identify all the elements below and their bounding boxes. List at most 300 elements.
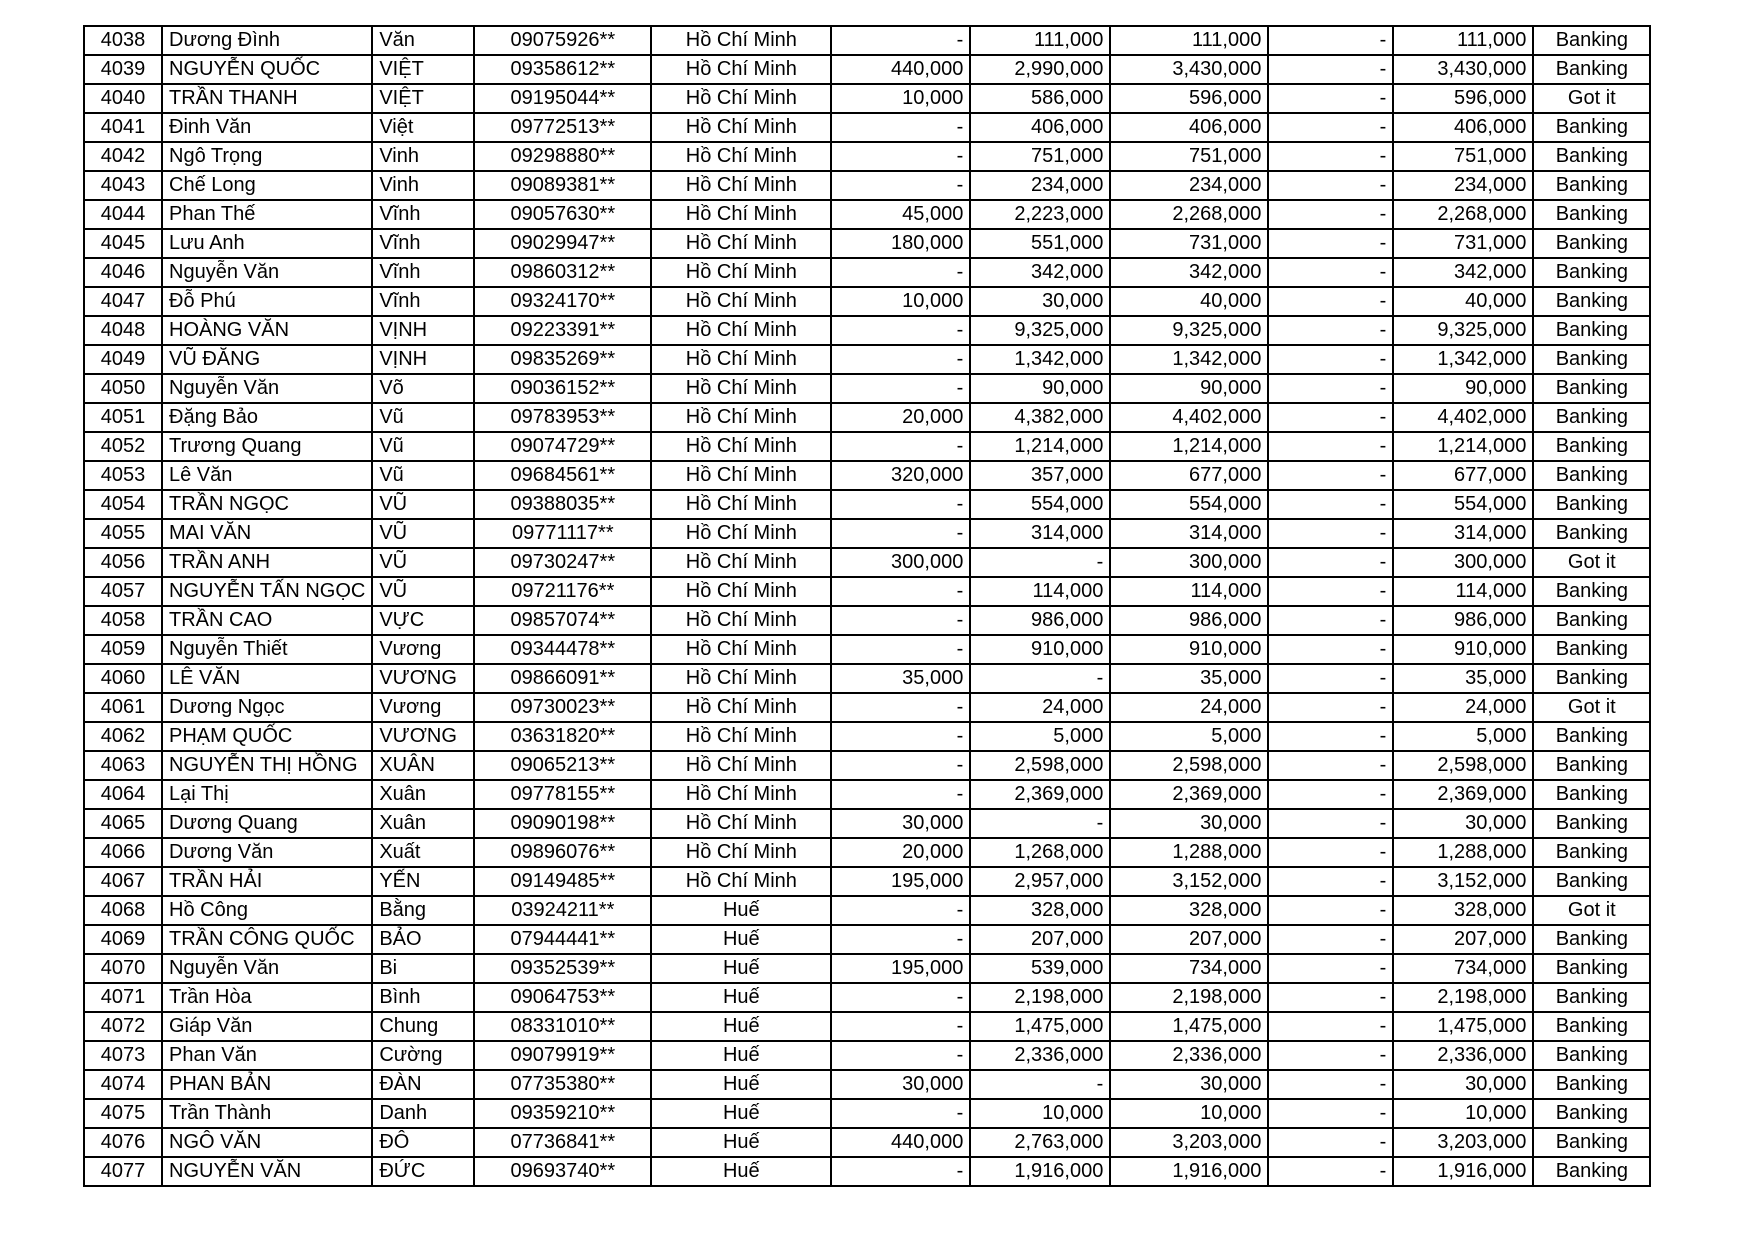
cell-first-name: VŨ xyxy=(372,490,474,519)
cell-status: Banking xyxy=(1533,1041,1650,1070)
cell-dash: - xyxy=(1268,577,1393,606)
cell-amount-2: 114,000 xyxy=(970,577,1110,606)
cell-phone: 09388035** xyxy=(474,490,651,519)
cell-city: Hồ Chí Minh xyxy=(651,490,831,519)
cell-amount-2: 328,000 xyxy=(970,896,1110,925)
cell-amount-1: 300,000 xyxy=(831,548,970,577)
cell-status: Banking xyxy=(1533,925,1650,954)
cell-city: Hồ Chí Minh xyxy=(651,606,831,635)
cell-amount-final: 731,000 xyxy=(1393,229,1533,258)
cell-first-name: VỊNH xyxy=(372,316,474,345)
cell-dash: - xyxy=(1268,664,1393,693)
cell-amount-final: 3,152,000 xyxy=(1393,867,1533,896)
cell-dash: - xyxy=(1268,519,1393,548)
cell-amount-2: 2,198,000 xyxy=(970,983,1110,1012)
cell-phone: 09352539** xyxy=(474,954,651,983)
cell-dash: - xyxy=(1268,606,1393,635)
cell-first-name: BẢO xyxy=(372,925,474,954)
cell-status: Banking xyxy=(1533,577,1650,606)
cell-id: 4038 xyxy=(84,26,162,55)
cell-id: 4053 xyxy=(84,461,162,490)
cell-amount-1: 20,000 xyxy=(831,403,970,432)
cell-id: 4060 xyxy=(84,664,162,693)
cell-amount-total: 554,000 xyxy=(1110,490,1268,519)
cell-amount-1: 195,000 xyxy=(831,954,970,983)
cell-amount-1: - xyxy=(831,1099,970,1128)
cell-status: Banking xyxy=(1533,867,1650,896)
cell-city: Huế xyxy=(651,983,831,1012)
cell-amount-final: 207,000 xyxy=(1393,925,1533,954)
cell-amount-final: 2,598,000 xyxy=(1393,751,1533,780)
cell-first-name: Xuân xyxy=(372,780,474,809)
cell-last-name: VŨ ĐĂNG xyxy=(162,345,372,374)
cell-status: Banking xyxy=(1533,345,1650,374)
cell-city: Hồ Chí Minh xyxy=(651,577,831,606)
cell-amount-1: 440,000 xyxy=(831,1128,970,1157)
cell-first-name: VŨ xyxy=(372,519,474,548)
cell-phone: 09771117** xyxy=(474,519,651,548)
cell-amount-total: 1,288,000 xyxy=(1110,838,1268,867)
table-row xyxy=(84,345,1650,374)
cell-last-name: NGUYỄN VĂN xyxy=(162,1157,372,1186)
cell-first-name: Văn xyxy=(372,26,474,55)
cell-amount-final: 1,475,000 xyxy=(1393,1012,1533,1041)
cell-first-name: Vũ xyxy=(372,432,474,461)
table-row xyxy=(84,896,1650,925)
cell-id: 4050 xyxy=(84,374,162,403)
payment-table xyxy=(83,25,1651,1187)
cell-amount-2: 234,000 xyxy=(970,171,1110,200)
cell-amount-final: 1,214,000 xyxy=(1393,432,1533,461)
cell-last-name: Chế Long xyxy=(162,171,372,200)
cell-amount-final: 910,000 xyxy=(1393,635,1533,664)
cell-last-name: Dương Văn xyxy=(162,838,372,867)
cell-last-name: PHAN BẢN xyxy=(162,1070,372,1099)
cell-dash: - xyxy=(1268,1070,1393,1099)
cell-phone: 07736841** xyxy=(474,1128,651,1157)
cell-amount-final: 24,000 xyxy=(1393,693,1533,722)
cell-city: Huế xyxy=(651,954,831,983)
table-row xyxy=(84,983,1650,1012)
cell-amount-final: 40,000 xyxy=(1393,287,1533,316)
cell-phone: 09896076** xyxy=(474,838,651,867)
cell-id: 4066 xyxy=(84,838,162,867)
cell-status: Banking xyxy=(1533,664,1650,693)
cell-amount-total: 40,000 xyxy=(1110,287,1268,316)
cell-amount-1: - xyxy=(831,780,970,809)
cell-city: Hồ Chí Minh xyxy=(651,838,831,867)
cell-amount-total: 4,402,000 xyxy=(1110,403,1268,432)
cell-amount-2: 2,957,000 xyxy=(970,867,1110,896)
table-row xyxy=(84,1041,1650,1070)
cell-amount-2: 554,000 xyxy=(970,490,1110,519)
cell-amount-1: - xyxy=(831,519,970,548)
cell-first-name: Võ xyxy=(372,374,474,403)
cell-city: Hồ Chí Minh xyxy=(651,780,831,809)
cell-last-name: NGUYỄN THỊ HỒNG xyxy=(162,751,372,780)
cell-phone: 09064753** xyxy=(474,983,651,1012)
cell-amount-total: 10,000 xyxy=(1110,1099,1268,1128)
table-row xyxy=(84,838,1650,867)
cell-amount-2: 342,000 xyxy=(970,258,1110,287)
cell-city: Hồ Chí Minh xyxy=(651,751,831,780)
cell-city: Hồ Chí Minh xyxy=(651,548,831,577)
cell-amount-1: - xyxy=(831,258,970,287)
cell-status: Banking xyxy=(1533,258,1650,287)
cell-amount-total: 2,198,000 xyxy=(1110,983,1268,1012)
cell-phone: 07735380** xyxy=(474,1070,651,1099)
cell-last-name: Đinh Văn xyxy=(162,113,372,142)
cell-amount-total: 2,336,000 xyxy=(1110,1041,1268,1070)
cell-amount-2: 551,000 xyxy=(970,229,1110,258)
cell-city: Hồ Chí Minh xyxy=(651,374,831,403)
table-row xyxy=(84,867,1650,896)
cell-dash: - xyxy=(1268,925,1393,954)
table-row xyxy=(84,432,1650,461)
table-row xyxy=(84,374,1650,403)
cell-city: Hồ Chí Minh xyxy=(651,345,831,374)
cell-amount-final: 111,000 xyxy=(1393,26,1533,55)
cell-amount-final: 986,000 xyxy=(1393,606,1533,635)
cell-id: 4067 xyxy=(84,867,162,896)
cell-city: Hồ Chí Minh xyxy=(651,84,831,113)
cell-phone: 09835269** xyxy=(474,345,651,374)
cell-amount-2: 24,000 xyxy=(970,693,1110,722)
cell-id: 4051 xyxy=(84,403,162,432)
cell-first-name: Bình xyxy=(372,983,474,1012)
table-row xyxy=(84,229,1650,258)
cell-phone: 09772513** xyxy=(474,113,651,142)
cell-id: 4058 xyxy=(84,606,162,635)
cell-status: Banking xyxy=(1533,809,1650,838)
cell-status: Banking xyxy=(1533,55,1650,84)
cell-status: Banking xyxy=(1533,26,1650,55)
table-row xyxy=(84,519,1650,548)
table-row xyxy=(84,780,1650,809)
cell-city: Hồ Chí Minh xyxy=(651,171,831,200)
cell-amount-final: 35,000 xyxy=(1393,664,1533,693)
cell-phone: 08331010** xyxy=(474,1012,651,1041)
cell-city: Hồ Chí Minh xyxy=(651,258,831,287)
cell-amount-2: - xyxy=(970,664,1110,693)
cell-amount-2: 2,336,000 xyxy=(970,1041,1110,1070)
cell-status: Banking xyxy=(1533,722,1650,751)
cell-amount-2: 539,000 xyxy=(970,954,1110,983)
cell-first-name: VỰC xyxy=(372,606,474,635)
cell-id: 4069 xyxy=(84,925,162,954)
cell-amount-final: 114,000 xyxy=(1393,577,1533,606)
cell-city: Huế xyxy=(651,1070,831,1099)
cell-amount-1: 10,000 xyxy=(831,84,970,113)
cell-amount-final: 234,000 xyxy=(1393,171,1533,200)
cell-dash: - xyxy=(1268,345,1393,374)
cell-amount-final: 30,000 xyxy=(1393,1070,1533,1099)
cell-amount-1: - xyxy=(831,142,970,171)
cell-dash: - xyxy=(1268,635,1393,664)
cell-dash: - xyxy=(1268,896,1393,925)
cell-phone: 09860312** xyxy=(474,258,651,287)
cell-phone: 09684561** xyxy=(474,461,651,490)
cell-amount-2: 586,000 xyxy=(970,84,1110,113)
cell-first-name: XUÂN xyxy=(372,751,474,780)
table-row xyxy=(84,1157,1650,1186)
table-row xyxy=(84,200,1650,229)
cell-phone: 07944441** xyxy=(474,925,651,954)
cell-amount-total: 1,342,000 xyxy=(1110,345,1268,374)
cell-amount-1: - xyxy=(831,1157,970,1186)
cell-dash: - xyxy=(1268,780,1393,809)
cell-id: 4063 xyxy=(84,751,162,780)
cell-first-name: Việt xyxy=(372,113,474,142)
cell-phone: 09778155** xyxy=(474,780,651,809)
cell-amount-total: 3,430,000 xyxy=(1110,55,1268,84)
cell-phone: 09029947** xyxy=(474,229,651,258)
cell-dash: - xyxy=(1268,1012,1393,1041)
cell-id: 4042 xyxy=(84,142,162,171)
cell-amount-2: 314,000 xyxy=(970,519,1110,548)
cell-dash: - xyxy=(1268,1128,1393,1157)
cell-dash: - xyxy=(1268,548,1393,577)
table-row xyxy=(84,461,1650,490)
cell-status: Banking xyxy=(1533,1070,1650,1099)
cell-id: 4044 xyxy=(84,200,162,229)
cell-amount-total: 677,000 xyxy=(1110,461,1268,490)
cell-phone: 09057630** xyxy=(474,200,651,229)
cell-first-name: VŨ xyxy=(372,577,474,606)
cell-city: Huế xyxy=(651,925,831,954)
cell-amount-2: 2,369,000 xyxy=(970,780,1110,809)
cell-amount-1: - xyxy=(831,722,970,751)
cell-phone: 09721176** xyxy=(474,577,651,606)
cell-amount-total: 35,000 xyxy=(1110,664,1268,693)
cell-amount-final: 4,402,000 xyxy=(1393,403,1533,432)
cell-last-name: Trần Thành xyxy=(162,1099,372,1128)
cell-amount-1: 35,000 xyxy=(831,664,970,693)
cell-amount-total: 3,203,000 xyxy=(1110,1128,1268,1157)
table-row xyxy=(84,55,1650,84)
cell-amount-1: - xyxy=(831,577,970,606)
table-row xyxy=(84,635,1650,664)
cell-city: Hồ Chí Minh xyxy=(651,693,831,722)
cell-last-name: TRẦN HẢI xyxy=(162,867,372,896)
table-row xyxy=(84,577,1650,606)
cell-amount-2: 751,000 xyxy=(970,142,1110,171)
cell-amount-2: 406,000 xyxy=(970,113,1110,142)
cell-dash: - xyxy=(1268,432,1393,461)
cell-phone: 09783953** xyxy=(474,403,651,432)
cell-amount-2: 1,268,000 xyxy=(970,838,1110,867)
cell-id: 4077 xyxy=(84,1157,162,1186)
cell-last-name: Dương Ngọc xyxy=(162,693,372,722)
cell-id: 4039 xyxy=(84,55,162,84)
cell-dash: - xyxy=(1268,55,1393,84)
cell-first-name: VŨ xyxy=(372,548,474,577)
cell-amount-2: 30,000 xyxy=(970,287,1110,316)
cell-id: 4064 xyxy=(84,780,162,809)
cell-first-name: YẾN xyxy=(372,867,474,896)
cell-city: Huế xyxy=(651,896,831,925)
cell-last-name: HOÀNG VĂN xyxy=(162,316,372,345)
cell-dash: - xyxy=(1268,693,1393,722)
cell-last-name: PHẠM QUỐC xyxy=(162,722,372,751)
cell-amount-final: 2,198,000 xyxy=(1393,983,1533,1012)
cell-dash: - xyxy=(1268,374,1393,403)
cell-amount-final: 677,000 xyxy=(1393,461,1533,490)
cell-amount-2: - xyxy=(970,809,1110,838)
table-row xyxy=(84,606,1650,635)
cell-amount-final: 30,000 xyxy=(1393,809,1533,838)
cell-status: Banking xyxy=(1533,171,1650,200)
cell-amount-1: - xyxy=(831,171,970,200)
cell-amount-1: 45,000 xyxy=(831,200,970,229)
cell-last-name: Lưu Anh xyxy=(162,229,372,258)
table-row xyxy=(84,171,1650,200)
cell-amount-2: 910,000 xyxy=(970,635,1110,664)
cell-amount-final: 3,203,000 xyxy=(1393,1128,1533,1157)
cell-amount-1: 10,000 xyxy=(831,287,970,316)
cell-amount-1: - xyxy=(831,606,970,635)
cell-city: Hồ Chí Minh xyxy=(651,200,831,229)
cell-amount-2: - xyxy=(970,1070,1110,1099)
cell-last-name: Ngô Trọng xyxy=(162,142,372,171)
cell-id: 4041 xyxy=(84,113,162,142)
cell-status: Banking xyxy=(1533,838,1650,867)
cell-last-name: MAI VĂN xyxy=(162,519,372,548)
cell-status: Got it xyxy=(1533,84,1650,113)
cell-amount-1: - xyxy=(831,490,970,519)
cell-dash: - xyxy=(1268,113,1393,142)
cell-amount-final: 90,000 xyxy=(1393,374,1533,403)
cell-status: Banking xyxy=(1533,374,1650,403)
table-row xyxy=(84,1070,1650,1099)
cell-last-name: Giáp Văn xyxy=(162,1012,372,1041)
cell-amount-1: 440,000 xyxy=(831,55,970,84)
cell-id: 4049 xyxy=(84,345,162,374)
cell-city: Hồ Chí Minh xyxy=(651,316,831,345)
cell-amount-1: 30,000 xyxy=(831,1070,970,1099)
table-row xyxy=(84,142,1650,171)
cell-amount-1: - xyxy=(831,316,970,345)
cell-amount-total: 9,325,000 xyxy=(1110,316,1268,345)
cell-id: 4056 xyxy=(84,548,162,577)
cell-amount-2: 5,000 xyxy=(970,722,1110,751)
cell-amount-total: 1,475,000 xyxy=(1110,1012,1268,1041)
cell-first-name: ĐỨC xyxy=(372,1157,474,1186)
cell-amount-final: 2,268,000 xyxy=(1393,200,1533,229)
cell-phone: 09089381** xyxy=(474,171,651,200)
cell-amount-final: 554,000 xyxy=(1393,490,1533,519)
cell-amount-2: 2,990,000 xyxy=(970,55,1110,84)
cell-amount-2: 986,000 xyxy=(970,606,1110,635)
cell-dash: - xyxy=(1268,490,1393,519)
cell-id: 4071 xyxy=(84,983,162,1012)
cell-status: Banking xyxy=(1533,635,1650,664)
cell-last-name: Nguyễn Thiết xyxy=(162,635,372,664)
table-row xyxy=(84,809,1650,838)
cell-dash: - xyxy=(1268,1099,1393,1128)
cell-amount-1: - xyxy=(831,635,970,664)
table-row xyxy=(84,258,1650,287)
cell-amount-total: 30,000 xyxy=(1110,809,1268,838)
table-row xyxy=(84,1099,1650,1128)
cell-phone: 09223391** xyxy=(474,316,651,345)
cell-id: 4065 xyxy=(84,809,162,838)
table-row xyxy=(84,490,1650,519)
cell-first-name: Xuân xyxy=(372,809,474,838)
cell-amount-final: 734,000 xyxy=(1393,954,1533,983)
cell-last-name: NGUYỄN TẤN NGỌC xyxy=(162,577,372,606)
cell-dash: - xyxy=(1268,84,1393,113)
cell-status: Banking xyxy=(1533,954,1650,983)
cell-status: Banking xyxy=(1533,142,1650,171)
cell-phone: 09693740** xyxy=(474,1157,651,1186)
cell-status: Banking xyxy=(1533,1012,1650,1041)
cell-first-name: Vinh xyxy=(372,171,474,200)
cell-first-name: Vương xyxy=(372,635,474,664)
cell-amount-1: 30,000 xyxy=(831,809,970,838)
cell-status: Banking xyxy=(1533,519,1650,548)
cell-first-name: Vĩnh xyxy=(372,258,474,287)
cell-amount-total: 734,000 xyxy=(1110,954,1268,983)
cell-dash: - xyxy=(1268,26,1393,55)
cell-first-name: VƯƠNG xyxy=(372,722,474,751)
cell-amount-final: 596,000 xyxy=(1393,84,1533,113)
cell-amount-final: 2,369,000 xyxy=(1393,780,1533,809)
cell-city: Hồ Chí Minh xyxy=(651,403,831,432)
cell-phone: 09857074** xyxy=(474,606,651,635)
cell-status: Banking xyxy=(1533,113,1650,142)
cell-phone: 03631820** xyxy=(474,722,651,751)
cell-last-name: Nguyễn Văn xyxy=(162,954,372,983)
cell-id: 4076 xyxy=(84,1128,162,1157)
cell-first-name: VỊNH xyxy=(372,345,474,374)
cell-amount-1: - xyxy=(831,925,970,954)
cell-id: 4043 xyxy=(84,171,162,200)
cell-amount-final: 1,342,000 xyxy=(1393,345,1533,374)
cell-city: Hồ Chí Minh xyxy=(651,432,831,461)
cell-amount-1: - xyxy=(831,751,970,780)
cell-amount-1: - xyxy=(831,1012,970,1041)
cell-amount-2: 1,475,000 xyxy=(970,1012,1110,1041)
cell-phone: 09324170** xyxy=(474,287,651,316)
cell-amount-1: - xyxy=(831,26,970,55)
cell-id: 4054 xyxy=(84,490,162,519)
cell-last-name: Phan Thế xyxy=(162,200,372,229)
cell-amount-2: 2,763,000 xyxy=(970,1128,1110,1157)
cell-last-name: Trương Quang xyxy=(162,432,372,461)
cell-last-name: LÊ VĂN xyxy=(162,664,372,693)
cell-amount-1: - xyxy=(831,693,970,722)
cell-first-name: VƯƠNG xyxy=(372,664,474,693)
cell-amount-final: 10,000 xyxy=(1393,1099,1533,1128)
cell-phone: 09298880** xyxy=(474,142,651,171)
cell-city: Huế xyxy=(651,1157,831,1186)
cell-amount-final: 751,000 xyxy=(1393,142,1533,171)
cell-amount-1: - xyxy=(831,374,970,403)
cell-last-name: Dương Đình xyxy=(162,26,372,55)
cell-id: 4055 xyxy=(84,519,162,548)
table-row xyxy=(84,722,1650,751)
cell-amount-1: 180,000 xyxy=(831,229,970,258)
cell-amount-final: 1,916,000 xyxy=(1393,1157,1533,1186)
table-row xyxy=(84,113,1650,142)
cell-id: 4068 xyxy=(84,896,162,925)
cell-first-name: Chung xyxy=(372,1012,474,1041)
cell-amount-total: 2,268,000 xyxy=(1110,200,1268,229)
cell-first-name: Bi xyxy=(372,954,474,983)
cell-status: Banking xyxy=(1533,432,1650,461)
table-row xyxy=(84,954,1650,983)
